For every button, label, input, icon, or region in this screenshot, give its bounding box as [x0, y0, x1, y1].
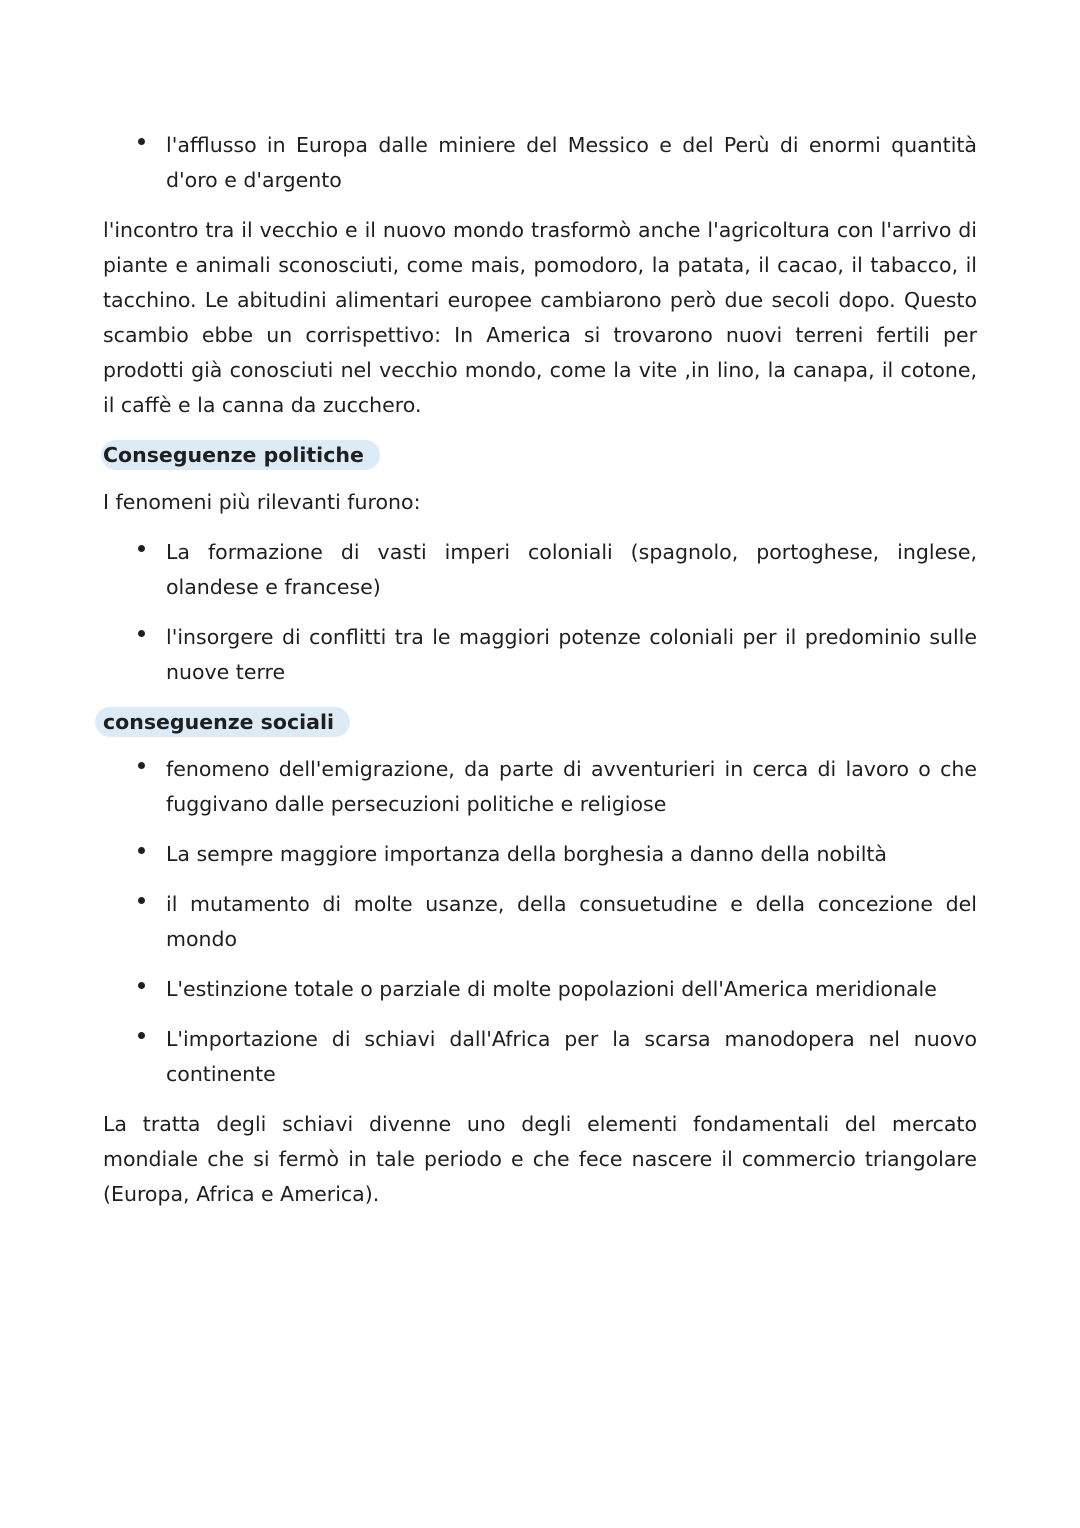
document-page: [103, 128, 977, 1227]
intro-bullet-list: [103, 128, 977, 198]
bullet-dot-icon: [138, 545, 145, 552]
bullet-dot-icon: [138, 630, 145, 637]
list-item: [103, 837, 977, 872]
list-item-text: il mutamento di molte usanze, della consuetudine e della concezione del mondo: [166, 892, 977, 951]
list-item: [103, 1022, 977, 1092]
list-item-text: La formazione di vasti imperi coloniali (spagnolo, portoghese, inglese, olandese e francese): [166, 540, 977, 599]
list-item-text: La sempre maggiore importanza della borghesia a danno della nobiltà: [166, 842, 887, 866]
section-political: [103, 438, 977, 690]
social-bullet-list: [103, 752, 977, 1092]
bullet-dot-icon: [138, 762, 145, 769]
list-item: [103, 972, 977, 1007]
bullet-dot-icon: [138, 1032, 145, 1039]
political-bullet-list: [103, 535, 977, 690]
list-item-text: L'estinzione totale o parziale di molte popolazioni dell'America meridionale: [166, 977, 937, 1001]
section-heading-social: conseguenze sociali: [95, 707, 350, 737]
list-item-text: l'afflusso in Europa dalle miniere del Messico e del Perù di enormi quantità d'oro e d'argento: [166, 133, 977, 192]
section-political-intro: I fenomeni più rilevanti furono:: [103, 490, 421, 514]
list-item: [103, 620, 977, 690]
list-item-text: L'importazione di schiavi dall'Africa per la scarsa manodopera nel nuovo continente: [166, 1027, 977, 1086]
bullet-dot-icon: [138, 897, 145, 904]
bullet-dot-icon: [138, 138, 145, 145]
list-item: [103, 887, 977, 957]
section-social: [103, 705, 977, 1092]
list-item: [103, 535, 977, 605]
list-item: [103, 128, 977, 198]
bullet-dot-icon: [138, 982, 145, 989]
section-heading-political: Conseguenze politiche: [101, 440, 380, 470]
bullet-dot-icon: [138, 847, 145, 854]
list-item-text: l'insorgere di conflitti tra le maggiori potenze coloniali per il predominio sulle nuove terre: [166, 625, 977, 684]
list-item-text: fenomeno dell'emigrazione, da parte di avventurieri in cerca di lavoro o che fuggivano dalle persecuzioni politiche e religiose: [166, 757, 977, 816]
list-item: [103, 752, 977, 822]
paragraph-agriculture: l'incontro tra il vecchio e il nuovo mondo trasformò anche l'agricoltura con l'arrivo di piante e animali sconosciuti, come mais, pomodoro, la patata, il cacao, il tabacco, il tacchino. Le abitudini alimentari europee cambiarono però due secoli dopo. Questo scambio ebbe un corrispettivo: In America si trovarono nuovi terreni fertili per prodotti già conosciuti nel vecchio mondo, come la vite ,in lino, la canapa, il cotone, il caffè e la canna da zucchero.: [103, 218, 977, 417]
paragraph-slave-trade: La tratta degli schiavi divenne uno degli elementi fondamentali del mercato mondiale che si fermò in tale periodo e che fece nascere il commercio triangolare (Europa, Africa e America).: [103, 1112, 977, 1206]
